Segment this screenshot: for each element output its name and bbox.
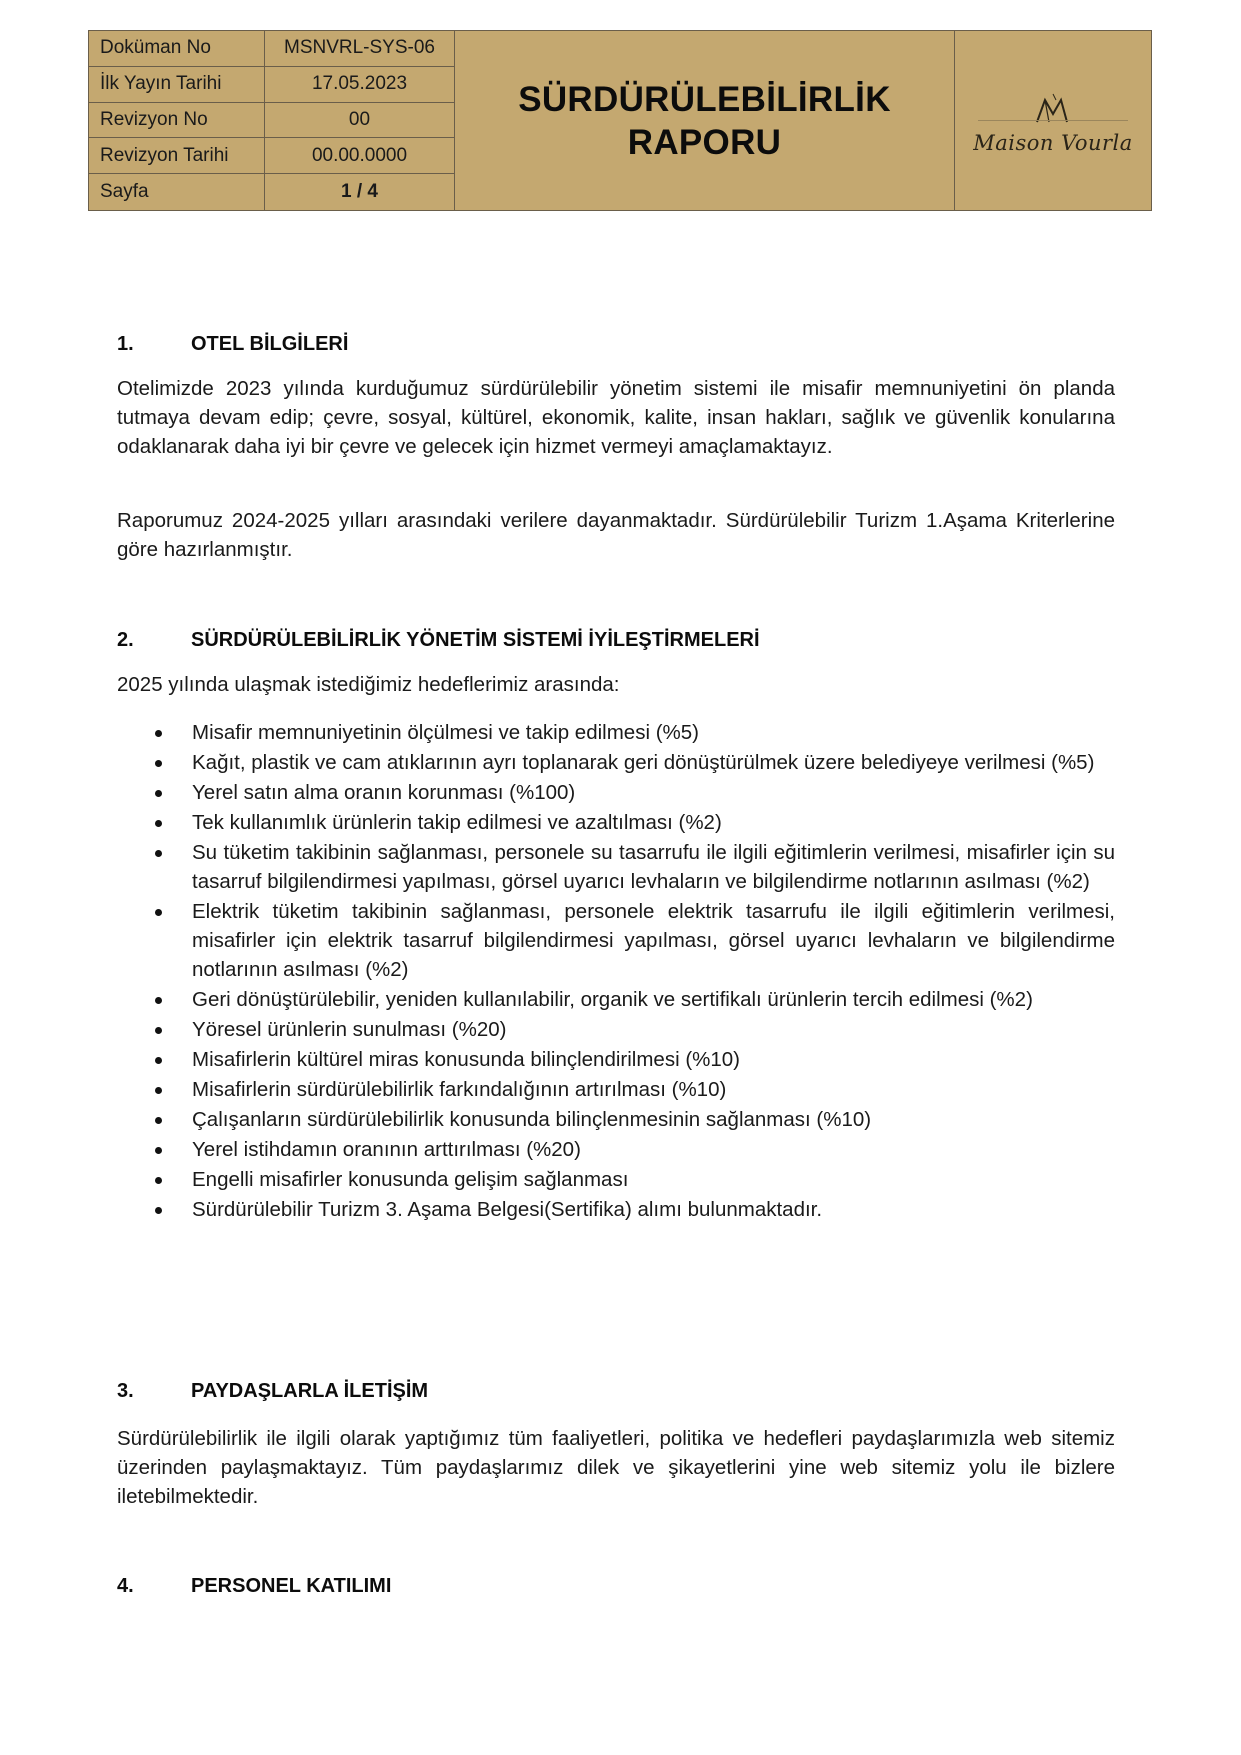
list-item: Su tüketim takibinin sağlanması, personele su tasarrufu ile ilgili eğitimlerin verilmesi, misafirler için su tasarruf bilgilendirmesi yapılması, görsel uyarıcı levhaların ve bilgilendirme notlarının asılması (%2)	[117, 838, 1115, 896]
paragraph: Raporumuz 2024-2025 yılları arasındaki verilere dayanmaktadır. Sürdürülebilir Turizm 1.Aşama Kriterlerine göre hazırlanmıştır.	[117, 509, 1115, 561]
section-intro: 2025 yılında ulaşmak istediğimiz hedeflerimiz arasında:	[117, 673, 620, 696]
meta-value: 00.00.0000	[311, 144, 408, 166]
section-heading-stakeholder-communication	[117, 1380, 428, 1403]
section-heading-hotel-info	[117, 333, 348, 356]
bullet-icon	[155, 730, 162, 737]
bullet-icon	[155, 1057, 162, 1064]
meta-value: 00	[348, 108, 371, 130]
document-meta-table	[89, 31, 455, 210]
bullet-icon	[155, 760, 162, 767]
mountain-m-logo-icon	[1023, 92, 1083, 128]
meta-row-revision-no	[89, 103, 454, 139]
bullet-icon	[155, 997, 162, 1004]
logo-divider	[978, 120, 1128, 121]
bullet-icon	[155, 1117, 162, 1124]
bullet-icon	[155, 790, 162, 797]
section-number: 3.	[117, 1380, 134, 1402]
section-heading-staff-participation	[117, 1575, 391, 1598]
meta-label: Doküman No	[89, 31, 265, 66]
section-heading-sustainability-improvements	[117, 629, 760, 652]
meta-value: 17.05.2023	[311, 73, 408, 95]
list-item: Yerel satın alma oranın korunması (%100)	[117, 778, 1115, 807]
list-item: Elektrik tüketim takibinin sağlanması, personele elektrik tasarrufu ile ilgili eğitimlerin verilmesi, misafirler için elektrik tasarruf bilgilendirmesi yapılması, görsel uyarıcı levhaların ve bilgilendirme notlarının asılması (%2)	[117, 897, 1115, 984]
list-item: Yerel istihdamın oranının arttırılması (%20)	[117, 1135, 1115, 1164]
meta-label: İlk Yayın Tarihi	[89, 67, 265, 102]
meta-row-page	[89, 174, 454, 210]
title-line-2: RAPORU	[627, 122, 782, 162]
section-title: PAYDAŞLARLA İLETİŞİM	[191, 1380, 429, 1402]
meta-value: MSNVRL-SYS-06	[284, 37, 435, 59]
section-title: SÜRDÜRÜLEBİLİRLİK YÖNETİM SİSTEMİ İYİLEŞTİRMELERİ	[191, 629, 760, 651]
section-title: PERSONEL KATILIMI	[191, 1575, 392, 1597]
list-item: Geri dönüştürülebilir, yeniden kullanılabilir, organik ve sertifikalı ürünlerin tercih edilmesi (%2)	[117, 985, 1115, 1014]
logo-wordmark: Maison Vourla	[973, 131, 1133, 155]
meta-label: Revizyon No	[89, 103, 265, 138]
bullet-icon	[155, 820, 162, 827]
list-item: Misafirlerin sürdürülebilirlik farkındalığının artırılması (%10)	[117, 1075, 1115, 1104]
section-title: OTEL BİLGİLERİ	[191, 333, 349, 355]
list-item: Misafir memnuniyetinin ölçülmesi ve takip edilmesi (%5)	[117, 718, 1115, 747]
meta-label: Sayfa	[89, 174, 265, 210]
section-number: 4.	[117, 1575, 134, 1597]
list-item: Engelli misafirler konusunda gelişim sağlanması	[117, 1165, 1115, 1194]
list-item: Yöresel ürünlerin sunulması (%20)	[117, 1015, 1115, 1044]
page-number: 1 / 4	[341, 181, 378, 203]
document-title	[455, 31, 955, 210]
meta-label: Revizyon Tarihi	[89, 138, 265, 173]
paragraph: Sürdürülebilirlik ile ilgili olarak yaptığımız tüm faaliyetleri, politika ve hedefleri paydaşlarımızla web sitemiz üzerinden paylaşmaktayız. Tüm paydaşlarımız dilek ve şikayetlerini yine web sitemiz yolu ile bizlere iletebilmektedir.	[117, 1427, 1115, 1508]
bullet-icon	[155, 1087, 162, 1094]
bullet-icon	[155, 1177, 162, 1184]
list-item: Tek kullanımlık ürünlerin takip edilmesi ve azaltılması (%2)	[117, 808, 1115, 837]
list-item: Çalışanların sürdürülebilirlik konusunda bilinçlenmesinin sağlanması (%10)	[117, 1105, 1115, 1134]
bullet-icon	[155, 909, 162, 916]
list-item: Misafirlerin kültürel miras konusunda bilinçlendirilmesi (%10)	[117, 1045, 1115, 1074]
bullet-icon	[155, 1147, 162, 1154]
meta-row-document-no	[89, 31, 454, 67]
section-number: 1.	[117, 333, 134, 355]
brand-logo	[955, 31, 1151, 210]
bullet-icon	[155, 850, 162, 857]
meta-row-revision-date	[89, 138, 454, 174]
document-header	[88, 30, 1152, 211]
list-item: Kağıt, plastik ve cam atıklarının ayrı toplanarak geri dönüştürülmek üzere belediyeye verilmesi (%5)	[117, 748, 1115, 777]
section-number: 2.	[117, 629, 134, 651]
goals-list	[117, 718, 1115, 1225]
paragraph: Otelimizde 2023 yılında kurduğumuz sürdürülebilir yönetim sistemi ile misafir memnuniyetini ön planda tutmaya devam edip; çevre, sosyal, kültürel, ekonomik, kalite, insan hakları, sağlık ve güvenlik konularına odaklanarak daha iyi bir çevre ve gelecek için hizmet vermeyi amaçlamaktayız.	[117, 377, 1115, 458]
meta-row-first-publish-date	[89, 67, 454, 103]
bullet-icon	[155, 1207, 162, 1214]
title-line-1: SÜRDÜRÜLEBİLİRLİK	[518, 79, 891, 119]
list-item: Sürdürülebilir Turizm 3. Aşama Belgesi(Sertifika) alımı bulunmaktadır.	[117, 1195, 1115, 1224]
bullet-icon	[155, 1027, 162, 1034]
